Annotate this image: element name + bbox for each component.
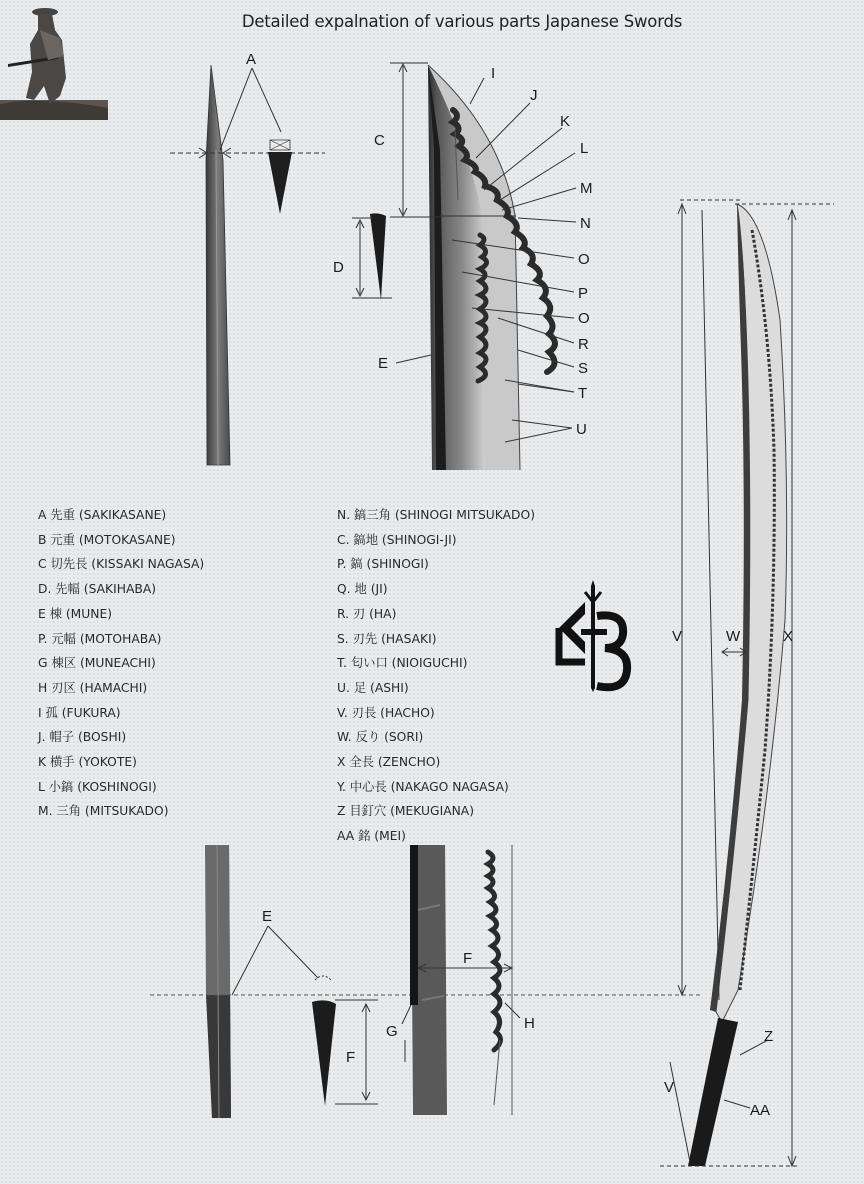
- legend-item: M. 三角 (MITSUKADO): [38, 804, 169, 819]
- legend-item: C. 鎬地 (SHINOGI-JI): [337, 532, 457, 547]
- label-aa: AA: [750, 1102, 771, 1119]
- legend-item: B 元重 (MOTOKASANE): [38, 532, 176, 547]
- label-e-top: E: [378, 355, 389, 372]
- legend-item: C 切先長 (KISSAKI NAGASA): [38, 557, 205, 572]
- label-v-left: V: [664, 1079, 675, 1096]
- label-f-left: F: [346, 1049, 356, 1066]
- label-o-1: O: [578, 251, 590, 268]
- label-u: U: [576, 421, 587, 438]
- legend-item: Q. 地 (JI): [337, 582, 388, 597]
- label-m: M: [580, 180, 593, 197]
- label-w: W: [726, 628, 741, 645]
- label-s: S: [578, 360, 589, 377]
- label-a: A: [246, 51, 257, 68]
- legend-item: R. 刃 (HA): [337, 606, 397, 621]
- label-t: T: [578, 385, 588, 402]
- blade-profile-bottom: [205, 845, 336, 1118]
- label-f-right: F: [463, 950, 473, 967]
- legend-item: Z 目釘穴 (MEKUGIANA): [337, 804, 475, 819]
- legend-item: D. 先幅 (SAKIHABA): [38, 582, 157, 597]
- legend-item: U. 足 (ASHI): [337, 680, 409, 695]
- label-n: N: [580, 215, 591, 232]
- samurai-figure-icon: [0, 8, 108, 120]
- legend-item: L 小鎬 (KOSHINOGI): [38, 779, 157, 794]
- legend-item: Y. 中心長 (NAKAGO NAGASA): [337, 779, 509, 794]
- blade-profile-top: [170, 65, 325, 465]
- label-v-right: V: [672, 628, 683, 645]
- label-h: H: [524, 1015, 535, 1032]
- machi-closeup: [410, 845, 512, 1115]
- legend-item: P. 鎬 (SHINOGI): [337, 557, 429, 572]
- label-g: G: [386, 1023, 398, 1040]
- legend-left: [38, 503, 204, 824]
- legend-right: [337, 503, 535, 849]
- legend-item: N. 鎬三角 (SHINOGI MITSUKADO): [337, 508, 535, 522]
- legend-item: T. 匂い口 (NIOIGUCHI): [337, 656, 468, 671]
- label-d: D: [333, 259, 344, 276]
- label-p: P: [578, 285, 589, 302]
- legend-item: J. 帽子 (BOSHI): [38, 730, 127, 745]
- legend-item: W. 反り (SORI): [337, 730, 424, 745]
- label-z: Z: [764, 1028, 774, 1045]
- legend-item: E 棟 (MUNE): [38, 606, 113, 621]
- label-e-bottom: E: [262, 908, 273, 925]
- legend-item: K 横手 (YOKOTE): [38, 755, 137, 770]
- label-c: C: [374, 132, 385, 149]
- cross-section-d: [370, 213, 386, 300]
- label-k: K: [560, 113, 571, 130]
- legend-item: X 全長 (ZENCHO): [337, 755, 441, 770]
- legend-item: AA 銘 (MEI): [337, 829, 406, 844]
- legend-item: I 孤 (FUKURA): [38, 705, 121, 720]
- page-title: Detailed expalnation of various parts Japanese Swords: [241, 12, 683, 31]
- label-j: J: [530, 87, 538, 104]
- legend-item: A 先重 (SAKIKASANE): [38, 508, 167, 522]
- kissaki-closeup: [428, 65, 555, 470]
- legend-item: G 棟区 (MUNEACHI): [38, 656, 156, 671]
- legend-item: H 刃区 (HAMACHI): [38, 680, 148, 695]
- label-l: L: [580, 140, 589, 157]
- sword-monogram-logo-icon: [559, 580, 627, 692]
- legend-item: P. 元幅 (MOTOHABA): [38, 631, 162, 646]
- label-x: X: [783, 628, 794, 645]
- full-sword: [688, 204, 787, 1166]
- label-i: I: [491, 65, 496, 82]
- label-o-2: O: [578, 310, 590, 327]
- legend-item: V. 刃長 (HACHO): [337, 705, 435, 720]
- label-r: R: [578, 336, 589, 353]
- legend-item: S. 刃先 (HASAKI): [337, 631, 437, 646]
